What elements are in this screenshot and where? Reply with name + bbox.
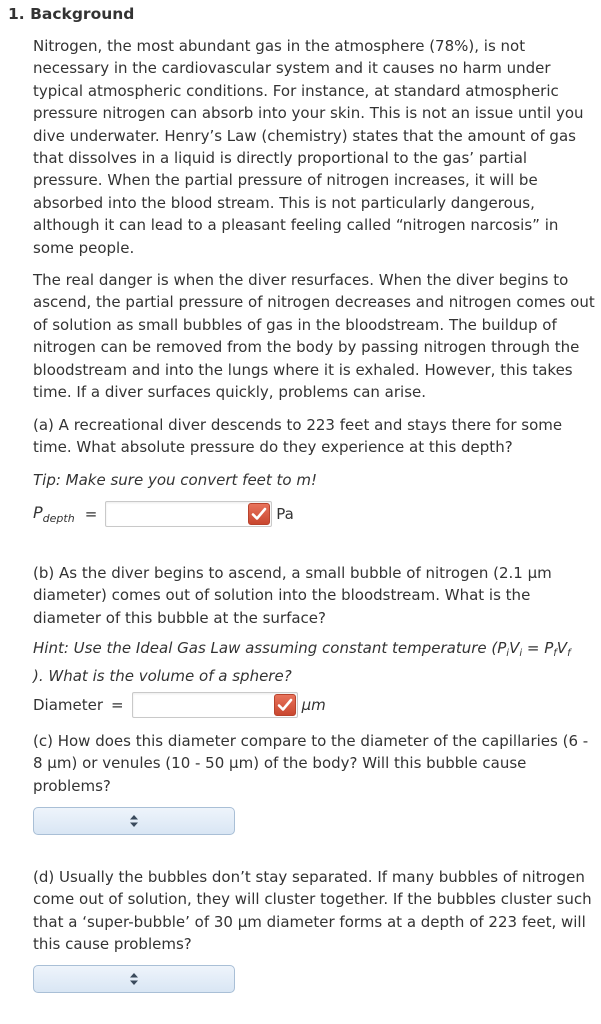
intro-paragraph-1: Nitrogen, the most abundant gas in the atmosphere (78%), is not necessary in the cardiovascular system and it causes no harm under typical atmospheric conditions. For instance, at standard atmospheric pressure nitrogen can absorb into your skin. This is not an issue until you dive underwater. Henry’s Law (chemistry) states that the amount of gas that dissolves in a liquid is directly proportional to the gas’ partial pressure. When the partial pressure of nitrogen increases, it will be absorbed into the blood stream. This is not particularly dangerous, although it can lead to a pleasant feeling called “nitrogen narcosis” in some people. bbox=[33, 37, 584, 257]
updown-arrows-icon bbox=[129, 972, 139, 986]
answer-b-row bbox=[33, 692, 326, 718]
question-b-hint: Hint: Use the Ideal Gas Law assuming constant temperature ($P_iV_i = P_fV_f$ ). What is the volume of a sphere? bbox=[33, 639, 571, 686]
diameter-unit: μm bbox=[301, 696, 326, 714]
checkmark-icon bbox=[274, 694, 296, 716]
diameter-label: Diameter bbox=[33, 696, 104, 714]
pressure-input[interactable] bbox=[105, 501, 272, 527]
equals-sign: = bbox=[111, 696, 124, 714]
question-a-tip: Tip: Make sure you convert feet to m! bbox=[33, 471, 317, 489]
question-a-text: (a) A recreational diver descends to 223 feet and stays there for some time. What absolute pressure do they experience at this depth? bbox=[33, 416, 563, 457]
question-c-text: (c) How does this diameter compare to the diameter of the capillaries (6 - 8 μm) or venules (10 - 50 μm) of the body? Will this bubble cause problems? bbox=[33, 732, 589, 795]
section-heading: 1. Background bbox=[8, 5, 135, 23]
checkmark-icon bbox=[248, 503, 270, 525]
diameter-input[interactable] bbox=[132, 692, 298, 718]
equals-sign: = bbox=[84, 505, 98, 523]
answer-d-select[interactable] bbox=[33, 965, 235, 993]
p-depth-label: $P_{depth}$ bbox=[33, 503, 75, 525]
question-b-text: (b) As the diver begins to ascend, a small bubble of nitrogen (2.1 μm diameter) comes out of solution into the bloodstream. What is the diameter of this bubble at the surface? bbox=[33, 564, 552, 627]
updown-arrows-icon bbox=[129, 814, 139, 828]
question-d-text: (d) Usually the bubbles don’t stay separated. If many bubbles of nitrogen come out of solution, they will cluster together. If the bubbles cluster such that a ‘super-bubble’ of 30 μm diameter forms at a depth of 223 feet, will this cause problems? bbox=[33, 868, 592, 954]
answer-a-row bbox=[33, 501, 294, 527]
pressure-unit: Pa bbox=[276, 505, 294, 523]
answer-c-select[interactable] bbox=[33, 807, 235, 835]
intro-paragraph-2: The real danger is when the diver resurfaces. When the diver begins to ascend, the partial pressure of nitrogen decreases and nitrogen comes out of solution as small bubbles of gas in the bloodstream. The buildup of nitrogen can be removed from the body by passing nitrogen through the bloodstream and into the lungs where it is exhaled. However, this takes time. If a diver surfaces quickly, problems can arise. bbox=[33, 271, 595, 402]
